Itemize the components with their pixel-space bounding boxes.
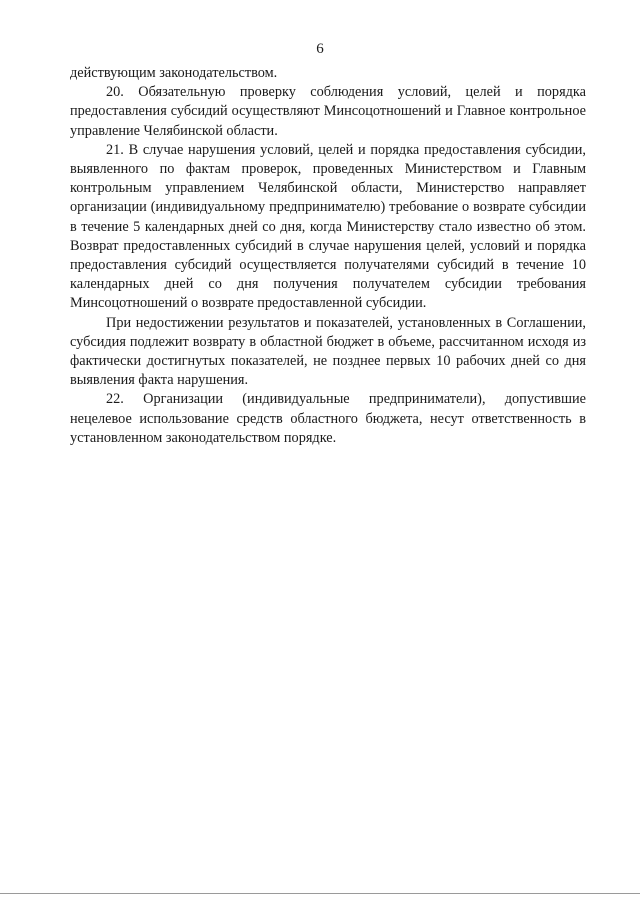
- paragraph-item-20: 20. Обязательную проверку соблюдения условий, целей и порядка предоставления субсидий осуществляют Минсоцотношений и Главное контрольное управление Челябинской области.: [70, 84, 586, 139]
- paragraph-non-achievement: При недостижении результатов и показателей, установленных в Соглашении, субсидия подлежит возврату в областной бюджет в объеме, рассчитанном исходя из фактически достигнутых показателей, не позднее первых 10 рабочих дней со дня выявления факта нарушения.: [70, 314, 586, 389]
- paragraph-item-21: 21. В случае нарушения условий, целей и порядка предоставления субсидии, выявленного по фактам проверок, проведенных Министерством и Главным контрольным управлением Челябинской области, Министерство направляет организации (индивидуальному предпринимателю) требование о возврате субсидии в течение 5 календарных дней со дня, когда Министерству стало известно об этом. Возврат предоставленных субсидий в случае нарушения целей, условий и порядка предоставления субсидий осуществляется получателями субсидий в течение 10 календарных дней со дня получения получателем субсидии требования Минсоцотношений о возврате предоставленной субсидии.: [70, 141, 586, 312]
- bottom-divider: [0, 893, 640, 894]
- paragraph-continuation: действующим законодательством.: [70, 65, 278, 81]
- page-number: 6: [316, 41, 324, 57]
- document-body: [70, 64, 586, 448]
- paragraph-item-22: 22. Организации (индивидуальные предприниматели), допустившие нецелевое использование средств областного бюджета, несут ответственность в установленном законодательством порядке.: [70, 391, 586, 446]
